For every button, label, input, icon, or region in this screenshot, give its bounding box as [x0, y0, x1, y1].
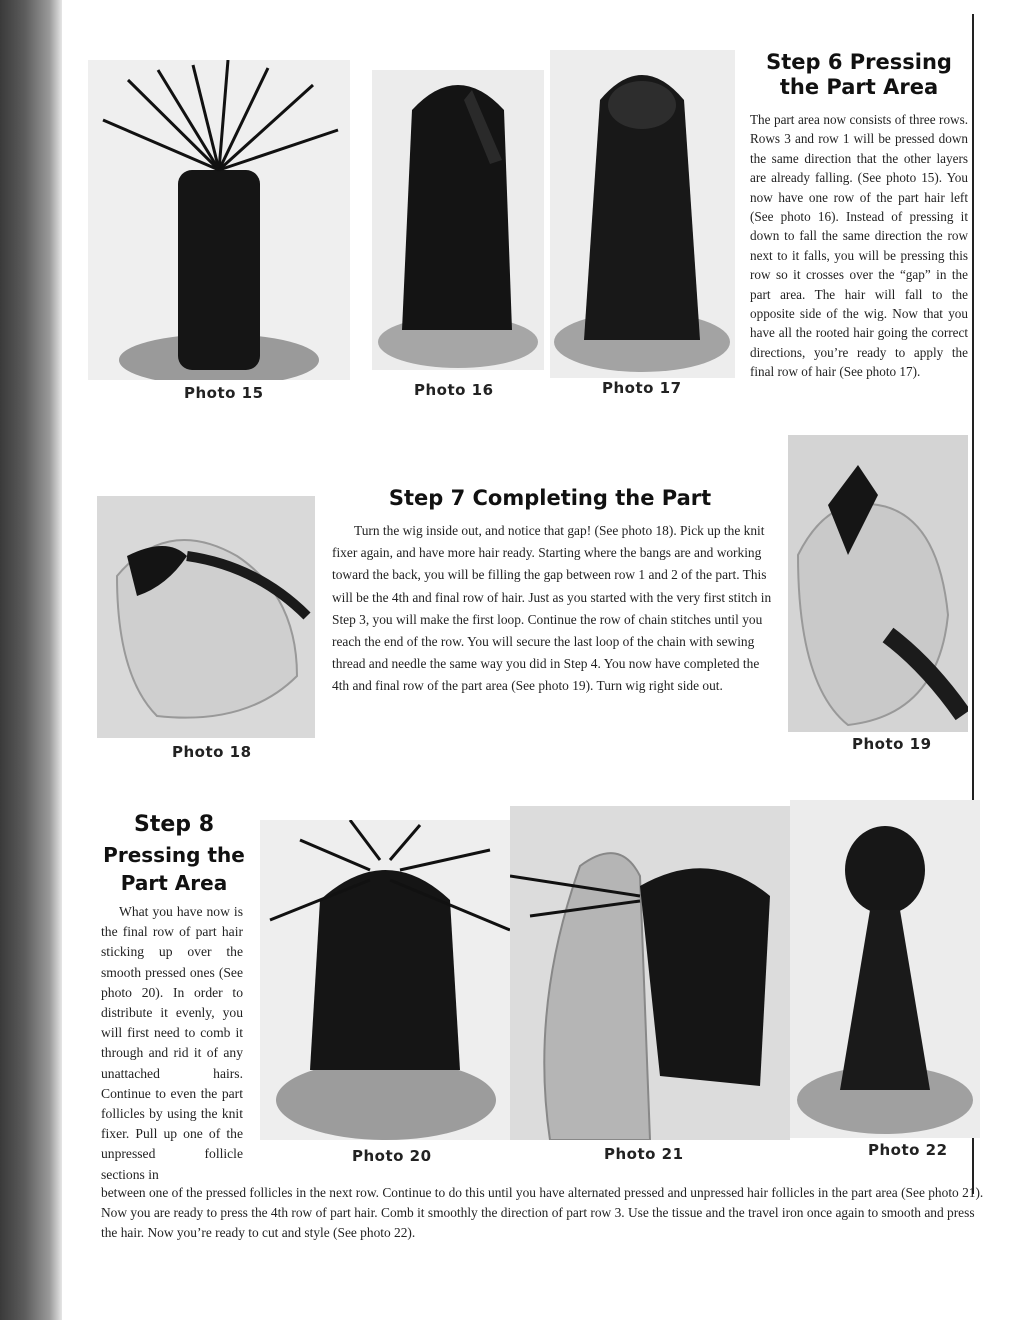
photo-19-image	[788, 435, 968, 732]
photo-20-image	[260, 820, 512, 1140]
step8-heading-line3: Part Area	[120, 871, 228, 895]
photo-19-caption: Photo 19	[852, 735, 932, 753]
step8-heading-line1: Step 8	[134, 812, 214, 837]
photo-22-caption: Photo 22	[868, 1141, 948, 1159]
photo-20-caption: Photo 20	[352, 1147, 432, 1165]
photo-15-caption: Photo 15	[184, 384, 264, 402]
photo-21-caption: Photo 21	[604, 1145, 684, 1163]
photo-18-image	[97, 496, 315, 738]
photo-15-image	[88, 60, 350, 380]
photo-16-caption: Photo 16	[414, 381, 494, 399]
step8-heading-line2: Pressing the	[103, 843, 245, 867]
photo-16-image	[372, 70, 544, 370]
step7-heading: Step 7 Completing the Part	[388, 486, 712, 510]
page-binding-shadow	[0, 0, 62, 1320]
step6-heading: Step 6 Pressing the Part Area	[766, 50, 952, 99]
photo-22-image	[790, 800, 980, 1138]
photo-21-image	[510, 806, 790, 1140]
photo-17-caption: Photo 17	[602, 379, 682, 397]
step8-body-column: What you have now is the final row of part hair sticking up over the smooth pressed ones (See photo 20). In order to distribute it evenly, you will first need to comb it through and rid it of any unattached hairs. Continue to even the part follicles by using the knit fixer. Pull up one of the unpressed follicle sections in	[101, 904, 243, 1182]
step7-body: Turn the wig inside out, and notice that gap! (See photo 18). Pick up the knit fixer again, and have more hair ready. Starting where the bangs are and working toward the back, you will be filling the gap between row 1 and 2 of the part. This will be the 4th and final row of hair. Just as you started with the very first stitch in Step 3, you will make the first loop. Continue the row of chain stitches until you reach the end of the row. You will secure the last loop of the chain with sewing thread and needle the same way you did in Step 4. You now have completed the 4th and final row of the part area (See photo 19). Turn wig right side out.	[332, 523, 772, 694]
step6-body: The part area now consists of three rows. Rows 3 and row 1 will be pressed down the same direction that the other layers are already falling. (See photo 15). You now have one row of the part hair left (See photo 16). Instead of pressing it down to fall the same direction the row next to it falls, you will be pressing this row so it crosses over the “gap” in the part area. The hair will fall to the opposite side of the wig. Now that you have all the rooted hair going the correct directions, you’re ready to apply the final row of hair (See photo 17).	[750, 112, 968, 380]
photo-17-image	[550, 50, 735, 378]
step8-body-full: between one of the pressed follicles in the next row. Continue to do this until you have alternated pressed and unpressed hair follicles in the part area (See photo 21). Now you are ready to press the 4th row of part hair. Comb it smoothly the direction of part row 3. Use the tissue and the travel iron once again to smooth and press the hair. Now you’re ready to cut and style (See photo 22).	[101, 1185, 984, 1241]
photo-18-caption: Photo 18	[172, 743, 252, 761]
